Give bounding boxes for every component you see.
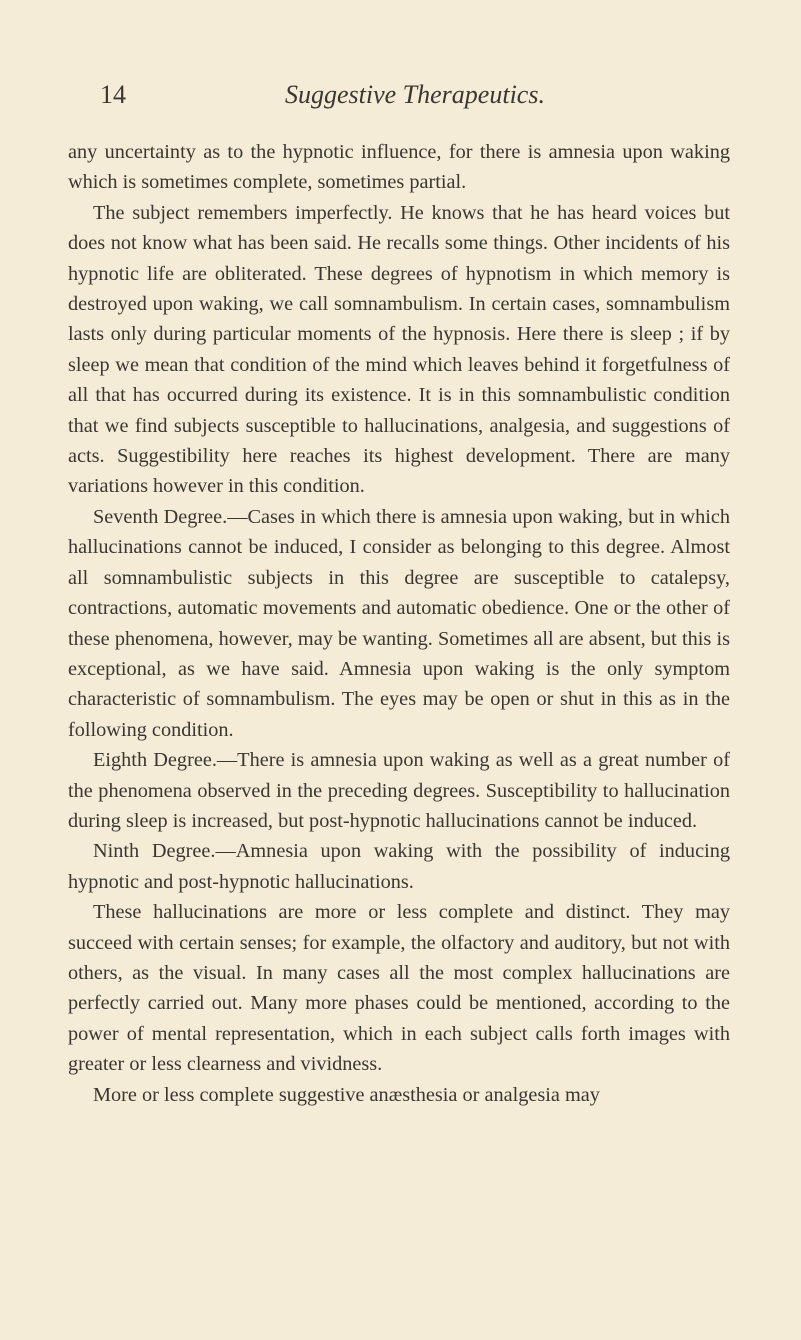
paragraph-somnambulism: The subject remembers imperfectly. He knows that he has heard voices but does not know what has been said. He recalls some things. Other incidents of his hypnotic life are obliterated. These degrees of hypnotism in which memory is destroyed upon waking, we call somnambulism. In certain cases, somnambulism lasts only during particular moments of the hypnosis. Here there is sleep ; if by sleep we mean that condition of the mind which leaves behind it forgetfulness of all that has occurred during its existence. It is in this somnambulistic condition that we find subjects susceptible to hallucinations, analgesia, and suggestions of acts. Suggestibility here reaches its highest development. There are many variations however in this condition.	[68, 201, 730, 498]
paragraph-hallucinations: These hallucinations are more or less complete and distinct. They may succeed with certain senses; for example, the olfactory and auditory, but not with others, as the visual. In many cases all the most complex hallucinations are perfectly carried out. Many more phases could be mentioned, according to the power of mental representation, which in each subject calls forth images with greater or less clearness and vividness.	[68, 901, 730, 1076]
running-title: Suggestive Therapeutics.	[285, 80, 545, 109]
paragraph-continuation: any uncertainty as to the hypnotic influence, for there is amnesia upon waking which is sometimes complete, sometimes partial.	[68, 141, 730, 194]
body-text	[68, 137, 730, 1110]
paragraph-eighth-degree: Eighth Degree.—There is amnesia upon waking as well as a great number of the phenomena observed in the preceding degrees. Susceptibility to hallucination during sleep is increased, but post-hypnotic hallucinations cannot be induced.	[68, 749, 730, 832]
paragraph-ninth-degree: Ninth Degree.—Amnesia upon waking with the possibility of inducing hypnotic and post-hypnotic hallucinations.	[68, 840, 730, 893]
page-number: 14	[100, 80, 126, 109]
paragraph-seventh-degree: Seventh Degree.—Cases in which there is amnesia upon waking, but in which hallucinations cannot be induced, I consider as belonging to this degree. Almost all somnambulistic subjects in this degree are susceptible to catalepsy, contractions, automatic movements and automatic obedience. One or the other of these phenomena, however, may be wanting. Sometimes all are absent, but this is exceptional, as we have said. Amnesia upon waking is the only symptom characteristic of somnambulism. The eyes may be open or shut in this as in the following condition.	[68, 505, 730, 741]
page-header	[100, 80, 700, 120]
paragraph-anaesthesia: More or less complete suggestive anæsthesia or analgesia may	[93, 1083, 600, 1106]
